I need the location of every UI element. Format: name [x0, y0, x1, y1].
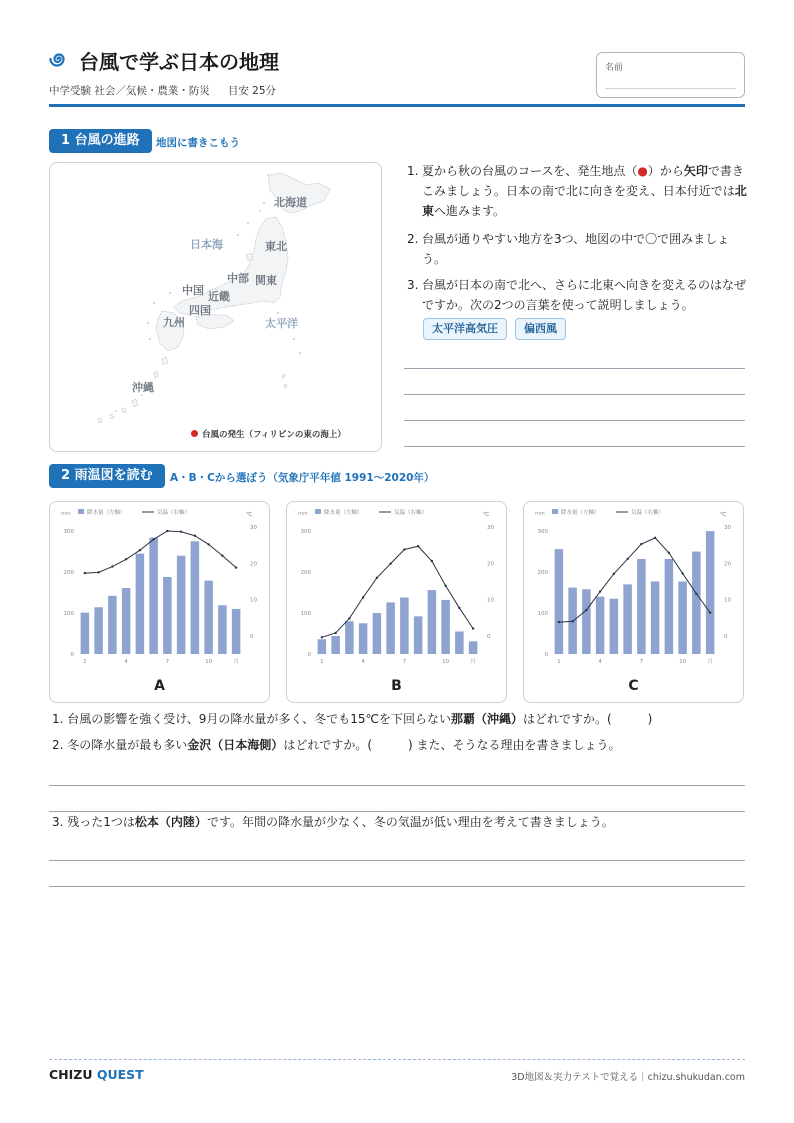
chart-letter-c: C: [628, 678, 639, 694]
map-label-kinki: 近畿: [208, 290, 230, 303]
red-dot-marker: ●: [637, 164, 648, 178]
y-right-tick: 20: [250, 561, 257, 568]
s2-question-3: 3. 残った1つは松本（内陸）です。年間の降水量が少なく、冬の気温が低い理由を考えて書きましょう。: [52, 815, 614, 829]
legend-bar-swatch: [552, 509, 558, 514]
s2-q3-number: 3.: [52, 815, 64, 829]
precip-bar: [455, 631, 464, 654]
precip-bar: [94, 607, 103, 654]
subtitle-time: 目安 25分: [227, 85, 277, 97]
temp-point: [125, 558, 127, 560]
s2-q2-number: 2.: [52, 738, 64, 752]
temp-point: [654, 537, 656, 539]
precip-bar: [136, 554, 145, 654]
answer-line[interactable]: [49, 886, 745, 887]
precip-bar: [692, 552, 701, 654]
precip-bar: [428, 590, 437, 654]
japan-map-drawing: [50, 163, 382, 452]
precip-bar: [555, 549, 564, 654]
typhoon-swirl-icon: [49, 49, 69, 69]
precip-bar: [331, 636, 340, 654]
keyword-tag-westerlies: 偏西風: [515, 318, 566, 340]
answer-line[interactable]: [404, 420, 745, 421]
right-unit-label: ℃: [483, 512, 490, 518]
precip-bar: [191, 541, 200, 654]
y-left-tick: 300: [63, 529, 74, 536]
map-label-okinawa: 沖縄: [132, 381, 154, 394]
precip-bar: [582, 589, 591, 654]
footer-site: 3D地図＆実力テストで覚える｜chizu.shukudan.com: [511, 1072, 745, 1083]
precip-bar: [345, 621, 354, 654]
x-tick: 7: [402, 659, 407, 665]
precip-bar: [232, 609, 241, 654]
precip-bar: [469, 641, 478, 654]
x-tick: 1: [320, 659, 324, 665]
temp-point: [668, 552, 670, 554]
left-unit-label: mm: [61, 511, 71, 517]
map-legend-text: 台風の発生（フィリピンの東の海上）: [202, 430, 346, 440]
x-tick: 10: [442, 659, 450, 665]
temp-point: [599, 590, 601, 592]
temp-line: [85, 531, 236, 573]
y-right-tick: 10: [487, 597, 494, 604]
s1-q2-text: 台風が通りやすい地方を3つ、地図の中で〇で囲みましょう。: [422, 232, 730, 266]
precip-bar: [610, 599, 619, 654]
x-tick: 月: [707, 659, 713, 665]
s2-q1-number: 1.: [52, 712, 64, 726]
precip-bar: [651, 581, 660, 654]
temp-line: [559, 538, 710, 622]
climate-chart-b: [286, 501, 507, 703]
climate-chart-a-svg: [50, 502, 271, 704]
footer-rule: [49, 1059, 745, 1060]
y-right-tick: 30: [250, 525, 257, 531]
temp-point: [180, 531, 182, 533]
y-left-tick: 200: [300, 570, 311, 577]
temp-point: [472, 627, 474, 629]
precip-bar: [400, 597, 409, 654]
precip-bar: [665, 559, 674, 654]
temp-point: [640, 543, 642, 545]
y-left-tick: 100: [537, 611, 548, 618]
x-tick: 1: [83, 659, 87, 665]
x-tick: 7: [639, 659, 644, 665]
temp-point: [571, 620, 573, 622]
temp-point: [709, 611, 711, 613]
temp-point: [166, 530, 168, 532]
temp-point: [207, 543, 209, 545]
legend-bar-swatch: [78, 509, 84, 514]
keyword-tag-pacific-high: 太平洋高気圧: [423, 318, 507, 340]
temp-point: [376, 577, 378, 579]
temp-point: [626, 558, 628, 560]
right-unit-label: ℃: [720, 512, 727, 518]
map-label-kanto: 関東: [255, 274, 277, 287]
temp-point: [403, 548, 405, 550]
precip-bar: [596, 597, 605, 654]
temp-point: [111, 565, 113, 567]
y-right-tick: 0: [724, 633, 728, 640]
y-right-tick: 30: [724, 525, 731, 531]
x-tick: 10: [679, 659, 687, 665]
temp-line: [322, 546, 473, 637]
legend-temp-label: 気温（右軸）: [394, 510, 428, 516]
y-left-tick: 0: [307, 652, 311, 658]
precip-bar: [177, 556, 186, 654]
precip-bar: [441, 600, 450, 654]
x-tick: 月: [470, 659, 476, 665]
name-line: [605, 88, 736, 89]
y-left-tick: 300: [300, 529, 311, 536]
answer-line[interactable]: [404, 368, 745, 369]
y-right-tick: 10: [250, 597, 257, 604]
s1-q1-text: 夏から秋の台風のコースを、発生地点（●）から矢印で書きこみましょう。日本の南で北に向きを変え、日本付近では北東へ進みます。: [422, 164, 747, 218]
precip-bar: [637, 559, 646, 654]
brand-logo: CHIZU QUEST: [49, 1067, 144, 1082]
x-tick: 10: [205, 659, 213, 665]
y-left-tick: 100: [63, 611, 74, 618]
map-label-chugoku: 中国: [182, 284, 204, 297]
temp-point: [585, 609, 587, 611]
y-left-tick: 300: [537, 529, 548, 536]
temp-point: [139, 549, 141, 551]
answer-line[interactable]: [49, 785, 745, 786]
temp-point: [389, 562, 391, 564]
climate-chart-c: [523, 501, 744, 703]
map-label-tohoku: 東北: [265, 240, 287, 253]
answer-line[interactable]: [404, 394, 745, 395]
temp-point: [321, 636, 323, 638]
map-label-chubu: 中部: [227, 272, 249, 285]
precip-bar: [414, 616, 423, 654]
legend-precip-label: 降水量（左軸）: [561, 510, 600, 516]
precip-bar: [122, 588, 131, 654]
map-label-sea-of-japan: 日本海: [190, 238, 223, 251]
map-label-shikoku: 四国: [189, 304, 211, 317]
left-unit-label: mm: [535, 511, 545, 517]
s1-question-3: [407, 275, 747, 315]
temp-point: [235, 566, 237, 568]
name-field[interactable]: [596, 52, 745, 98]
y-right-tick: 0: [250, 633, 254, 640]
y-left-tick: 200: [537, 570, 548, 577]
left-unit-label: mm: [298, 511, 308, 517]
s2-question-2: 2. 冬の降水量が最も多い金沢（日本海側）はどれですか。( ) また、そうなる理由を書きましょう。: [52, 738, 621, 752]
precip-bar: [218, 605, 227, 654]
temp-point: [458, 607, 460, 609]
precip-bar: [678, 581, 687, 654]
map-label-pacific: 太平洋: [265, 317, 298, 330]
y-left-tick: 100: [300, 611, 311, 618]
precip-bar: [108, 596, 117, 654]
japan-map[interactable]: [49, 162, 382, 452]
typhoon-origin-dot-icon: [191, 430, 198, 437]
temp-point: [431, 560, 433, 562]
name-label: 名前: [605, 63, 624, 73]
y-right-tick: 20: [724, 561, 731, 568]
y-left-tick: 0: [70, 652, 74, 658]
precip-bar: [149, 538, 158, 654]
map-label-hokkaido: 北海道: [274, 196, 307, 209]
y-left-tick: 200: [63, 570, 74, 577]
x-tick: 7: [165, 659, 170, 665]
s1-question-2: [407, 229, 747, 269]
x-tick: 4: [124, 659, 128, 665]
legend-precip-label: 降水量（左軸）: [87, 510, 126, 516]
answer-line[interactable]: [49, 860, 745, 861]
y-left-tick: 0: [544, 652, 548, 658]
right-unit-label: ℃: [246, 512, 253, 518]
temp-point: [417, 545, 419, 547]
s1-q1-number: 1.: [407, 164, 419, 178]
x-tick: 月: [233, 659, 239, 665]
x-tick: 4: [361, 659, 365, 665]
precip-bar: [318, 639, 327, 654]
precip-bar: [706, 531, 715, 654]
temp-point: [362, 596, 364, 598]
climate-chart-b-svg: [287, 502, 508, 704]
x-tick: 1: [557, 659, 561, 665]
temp-point: [97, 571, 99, 573]
map-label-kyushu: 九州: [163, 316, 185, 329]
temp-point: [152, 538, 154, 540]
x-tick: 4: [598, 659, 602, 665]
precip-bar: [204, 581, 213, 654]
s1-q3-text: 台風が日本の南で北へ、さらに北東へ向きを変えるのはなぜですか。次の2つの言葉を使って説明しましょう。: [422, 278, 747, 312]
temp-point: [681, 572, 683, 574]
s1-q3-number: 3.: [407, 278, 419, 292]
precip-bar: [81, 613, 90, 654]
temp-point: [334, 632, 336, 634]
legend-temp-label: 気温（右軸）: [631, 510, 665, 516]
y-right-tick: 0: [487, 633, 491, 640]
section1-badge: 1 台風の進路: [49, 129, 152, 153]
precip-bar: [359, 623, 368, 654]
s1-q2-number: 2.: [407, 232, 419, 246]
precip-bar: [163, 577, 172, 654]
precip-bar: [623, 584, 632, 654]
section2-badge: 2 雨温図を読む: [49, 464, 165, 488]
page-title: 台風で学ぶ日本の地理: [79, 50, 279, 74]
temp-point: [348, 617, 350, 619]
s2-question-1: 1. 台風の影響を強く受け、9月の降水量が多く、冬でも15℃を下回らない那覇（沖縄）はどれですか。( ): [52, 712, 653, 726]
page-subtitle: [49, 83, 276, 98]
temp-point: [84, 572, 86, 574]
legend-temp-label: 気温（右軸）: [157, 510, 191, 516]
precip-bar: [386, 602, 395, 654]
temp-point: [613, 573, 615, 575]
temp-point: [558, 621, 560, 623]
subtitle-course: 中学受験 社会／気候・農業・防災: [49, 85, 210, 97]
s1-question-1: [407, 161, 747, 221]
header-rule: [49, 104, 745, 107]
section1-note: 地図に書きこもう: [156, 137, 240, 149]
temp-point: [695, 593, 697, 595]
temp-point: [444, 585, 446, 587]
legend-precip-label: 降水量（左軸）: [324, 510, 363, 516]
answer-line[interactable]: [404, 446, 745, 447]
precip-bar: [373, 613, 382, 654]
climate-chart-c-svg: [524, 502, 745, 704]
chart-letter-a: A: [154, 678, 165, 694]
y-right-tick: 20: [487, 561, 494, 568]
section2-note: A・B・Cから選ぼう（気象庁平年値 1991〜2020年）: [170, 472, 435, 484]
chart-letter-b: B: [391, 678, 402, 694]
temp-point: [194, 535, 196, 537]
climate-chart-a: [49, 501, 270, 703]
map-legend: [191, 428, 346, 440]
temp-point: [221, 554, 223, 556]
y-right-tick: 30: [487, 525, 494, 531]
y-right-tick: 10: [724, 597, 731, 604]
legend-bar-swatch: [315, 509, 321, 514]
